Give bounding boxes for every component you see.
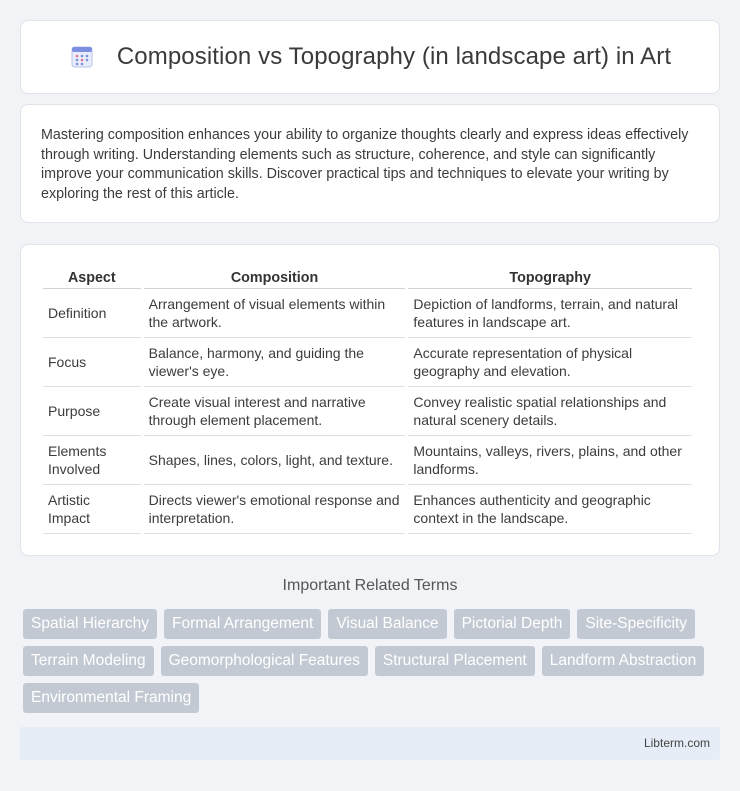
tag-environmental-framing[interactable]: Environmental Framing bbox=[23, 683, 199, 713]
cell-aspect: Definition bbox=[43, 289, 141, 338]
table-header-row bbox=[43, 263, 692, 289]
intro-paragraph: Mastering composition enhances your ability to organize thoughts clearly and express ideas effectively through writing. Understanding elements such as structure, coherence, and style can significantly improve your communication skills. Discover practical tips and techniques to elevate your writing by exploring the rest of this article. bbox=[41, 127, 689, 202]
cell-aspect: Elements Involved bbox=[43, 436, 141, 485]
table-row bbox=[43, 289, 692, 338]
cell-composition: Create visual interest and narrative through element placement. bbox=[144, 387, 406, 436]
table-row bbox=[43, 436, 692, 485]
tag-site-specificity[interactable]: Site-Specificity bbox=[577, 609, 695, 639]
tag-spatial-hierarchy[interactable]: Spatial Hierarchy bbox=[23, 609, 157, 639]
comparison-table bbox=[40, 263, 695, 534]
tag-visual-balance[interactable]: Visual Balance bbox=[328, 609, 446, 639]
header-composition: Composition bbox=[144, 263, 406, 289]
tag-pictorial-depth[interactable]: Pictorial Depth bbox=[454, 609, 571, 639]
cell-composition: Directs viewer's emotional response and interpretation. bbox=[144, 485, 406, 534]
cell-topography: Convey realistic spatial relationships and natural scenery details. bbox=[408, 387, 692, 436]
tag-formal-arrangement[interactable]: Formal Arrangement bbox=[164, 609, 321, 639]
calendar-grid-icon bbox=[69, 44, 95, 70]
title-card bbox=[20, 20, 720, 94]
page-title: Composition vs Topography (in landscape art) in Art bbox=[116, 43, 672, 70]
cell-topography: Mountains, valleys, rivers, plains, and other landforms. bbox=[408, 436, 692, 485]
tag-landform-abstraction[interactable]: Landform Abstraction bbox=[542, 646, 704, 676]
tag-terrain-modeling[interactable]: Terrain Modeling bbox=[23, 646, 154, 676]
table-row bbox=[43, 338, 692, 387]
comparison-table-card bbox=[20, 244, 720, 556]
header-aspect: Aspect bbox=[43, 263, 141, 289]
tag-structural-placement[interactable]: Structural Placement bbox=[375, 646, 535, 676]
cell-composition: Shapes, lines, colors, light, and texture. bbox=[144, 436, 406, 485]
cell-topography: Enhances authenticity and geographic context in the landscape. bbox=[408, 485, 692, 534]
table-row bbox=[43, 387, 692, 436]
related-terms-heading: Important Related Terms bbox=[282, 577, 458, 594]
footer-bar bbox=[20, 727, 720, 760]
table-row bbox=[43, 485, 692, 534]
cell-composition: Arrangement of visual elements within the artwork. bbox=[144, 289, 406, 338]
cell-aspect: Focus bbox=[43, 338, 141, 387]
related-terms-list bbox=[23, 609, 723, 713]
header-topography: Topography bbox=[408, 263, 692, 289]
intro-card bbox=[20, 104, 720, 223]
cell-topography: Accurate representation of physical geography and elevation. bbox=[408, 338, 692, 387]
cell-composition: Balance, harmony, and guiding the viewer's eye. bbox=[144, 338, 406, 387]
tag-geomorphological-features[interactable]: Geomorphological Features bbox=[161, 646, 368, 676]
cell-aspect: Artistic Impact bbox=[43, 485, 141, 534]
cell-topography: Depiction of landforms, terrain, and natural features in landscape art. bbox=[408, 289, 692, 338]
footer-site-link[interactable]: Libterm.com bbox=[643, 736, 710, 750]
cell-aspect: Purpose bbox=[43, 387, 141, 436]
